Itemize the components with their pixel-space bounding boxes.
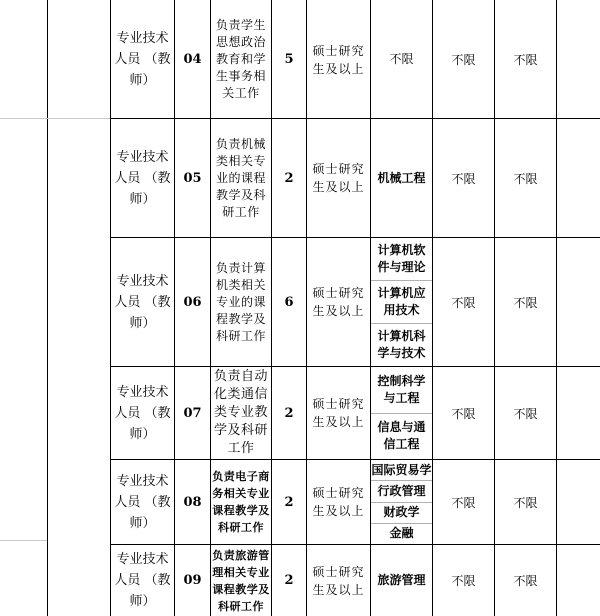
headcount-text: 2 — [284, 494, 294, 510]
major-item: 机械工程 — [377, 170, 426, 185]
duty-text: 负责自动 化类通信 类专业教 学及科研 工作 — [213, 369, 268, 456]
major-item: 国际贸易学 — [371, 462, 432, 477]
education-cell — [307, 460, 370, 544]
education-cell — [307, 119, 370, 237]
position-code-cell — [175, 1, 210, 118]
requirement-cell — [433, 460, 494, 544]
headcount-text: 2 — [284, 573, 294, 588]
requirement-text: 不限 — [513, 495, 538, 510]
category-text: 专业技术 人员 （教 师） — [114, 473, 171, 531]
position-code-text: 04 — [183, 52, 202, 67]
category-text: 专业技术 人员 （教 师） — [114, 149, 171, 207]
headcount-text: 5 — [284, 52, 294, 67]
category-cell — [111, 238, 174, 366]
duty-text: 负责旅游管 理相关专业 课程教学及 科研工作 — [212, 548, 270, 613]
requirement-text: 不限 — [451, 53, 476, 67]
requirement-text: 不限 — [451, 295, 476, 310]
major-list — [371, 367, 432, 459]
position-code-text: 07 — [183, 405, 202, 421]
headcount-cell — [272, 238, 306, 366]
major-cell — [371, 1, 432, 118]
category-cell — [111, 545, 174, 616]
requirement-cell — [433, 238, 494, 366]
headcount-text: 2 — [284, 170, 294, 186]
education-cell — [307, 1, 370, 118]
position-code-cell — [175, 238, 210, 366]
requirement-text: 不限 — [513, 574, 538, 588]
major-item: 不限 — [389, 52, 414, 66]
education-cell — [307, 545, 370, 616]
major-item: 计算机科 学与技术 — [371, 323, 432, 366]
requirement-text: 不限 — [513, 171, 538, 186]
position-code-text: 05 — [183, 170, 202, 186]
headcount-cell — [272, 460, 306, 544]
major-cell — [371, 119, 432, 237]
education-text: 硕士研究 生及以上 — [312, 43, 365, 76]
headcount-cell — [272, 545, 306, 616]
grid-line-vertical — [556, 0, 557, 616]
headcount-text: 2 — [284, 405, 294, 421]
position-code-text: 06 — [183, 294, 202, 310]
duty-text: 负责学生 思想政治 教育和学 生事务相 关工作 — [215, 18, 266, 100]
major-item: 信息与通 信工程 — [371, 413, 432, 460]
grid-line-vertical — [47, 0, 48, 616]
requirement-text: 不限 — [513, 53, 538, 67]
major-list — [371, 238, 432, 366]
duty-cell — [211, 1, 271, 118]
category-text: 专业技术 人员 （教 师） — [114, 552, 171, 609]
requirement-text: 不限 — [451, 495, 476, 510]
headcount-cell — [272, 367, 306, 459]
requirement-cell — [495, 367, 556, 459]
duty-cell — [211, 460, 271, 544]
education-cell — [307, 367, 370, 459]
education-text: 硕士研究 生及以上 — [312, 564, 365, 597]
requirement-text: 不限 — [451, 574, 476, 588]
position-code-cell — [175, 119, 210, 237]
requirement-cell — [495, 1, 556, 118]
major-item: 控制科学 与工程 — [377, 373, 426, 405]
major-cell — [371, 545, 432, 616]
position-code-cell — [175, 545, 210, 616]
category-cell — [111, 1, 174, 118]
position-code-cell — [175, 460, 210, 544]
major-cell — [371, 367, 432, 459]
requirement-cell — [433, 119, 494, 237]
category-text: 专业技术 人员 （教 师） — [114, 273, 171, 331]
major-item: 旅游管理 — [377, 573, 426, 587]
duty-text: 负责机械 类相关专 业的课程 教学及科 研工作 — [215, 136, 266, 219]
requirement-cell — [495, 545, 556, 616]
grid-line-faint — [47, 118, 110, 119]
grid-line-faint — [0, 540, 47, 541]
headcount-text: 6 — [284, 294, 294, 310]
major-item: 金融 — [371, 523, 432, 544]
major-list — [371, 545, 432, 616]
major-cell — [371, 460, 432, 544]
requirement-cell — [495, 119, 556, 237]
major-cell — [371, 238, 432, 366]
requirement-text: 不限 — [513, 295, 538, 310]
education-text: 硕士研究 生及以上 — [312, 286, 365, 318]
major-item: 计算机软 件与理论 — [377, 243, 426, 274]
education-text: 硕士研究 生及以上 — [312, 486, 365, 518]
requirement-text: 不限 — [451, 406, 476, 421]
requirement-cell — [433, 367, 494, 459]
major-list — [371, 1, 432, 118]
requirement-cell — [433, 1, 494, 118]
duty-cell — [211, 545, 271, 616]
duty-text: 负责计算 机类相关 专业的课 程教学及 科研工作 — [215, 260, 266, 343]
category-text: 专业技术 人员 （教 师） — [114, 384, 171, 442]
major-item: 行政管理 — [371, 480, 432, 501]
position-code-text: 08 — [183, 494, 202, 510]
headcount-cell — [272, 119, 306, 237]
requirement-cell — [495, 238, 556, 366]
duty-cell — [211, 238, 271, 366]
major-item: 财政学 — [371, 502, 432, 523]
duty-text: 负责电子商 务相关专业 课程教学及 科研工作 — [212, 470, 270, 534]
major-list — [371, 119, 432, 237]
requirement-cell — [433, 545, 494, 616]
education-cell — [307, 238, 370, 366]
requirement-text: 不限 — [451, 171, 476, 186]
category-cell — [111, 460, 174, 544]
category-cell — [111, 119, 174, 237]
headcount-cell — [272, 1, 306, 118]
category-cell — [111, 367, 174, 459]
education-text: 硕士研究 生及以上 — [312, 162, 365, 194]
duty-cell — [211, 367, 271, 459]
education-text: 硕士研究 生及以上 — [312, 397, 365, 429]
category-text: 专业技术 人员 （教 师） — [114, 31, 171, 88]
position-code-cell — [175, 367, 210, 459]
position-code-text: 09 — [183, 573, 202, 588]
duty-cell — [211, 119, 271, 237]
requirement-cell — [495, 460, 556, 544]
major-item: 计算机应 用技术 — [371, 280, 432, 323]
grid-line-faint — [0, 118, 47, 119]
major-list — [371, 460, 432, 544]
requirement-text: 不限 — [513, 406, 538, 421]
